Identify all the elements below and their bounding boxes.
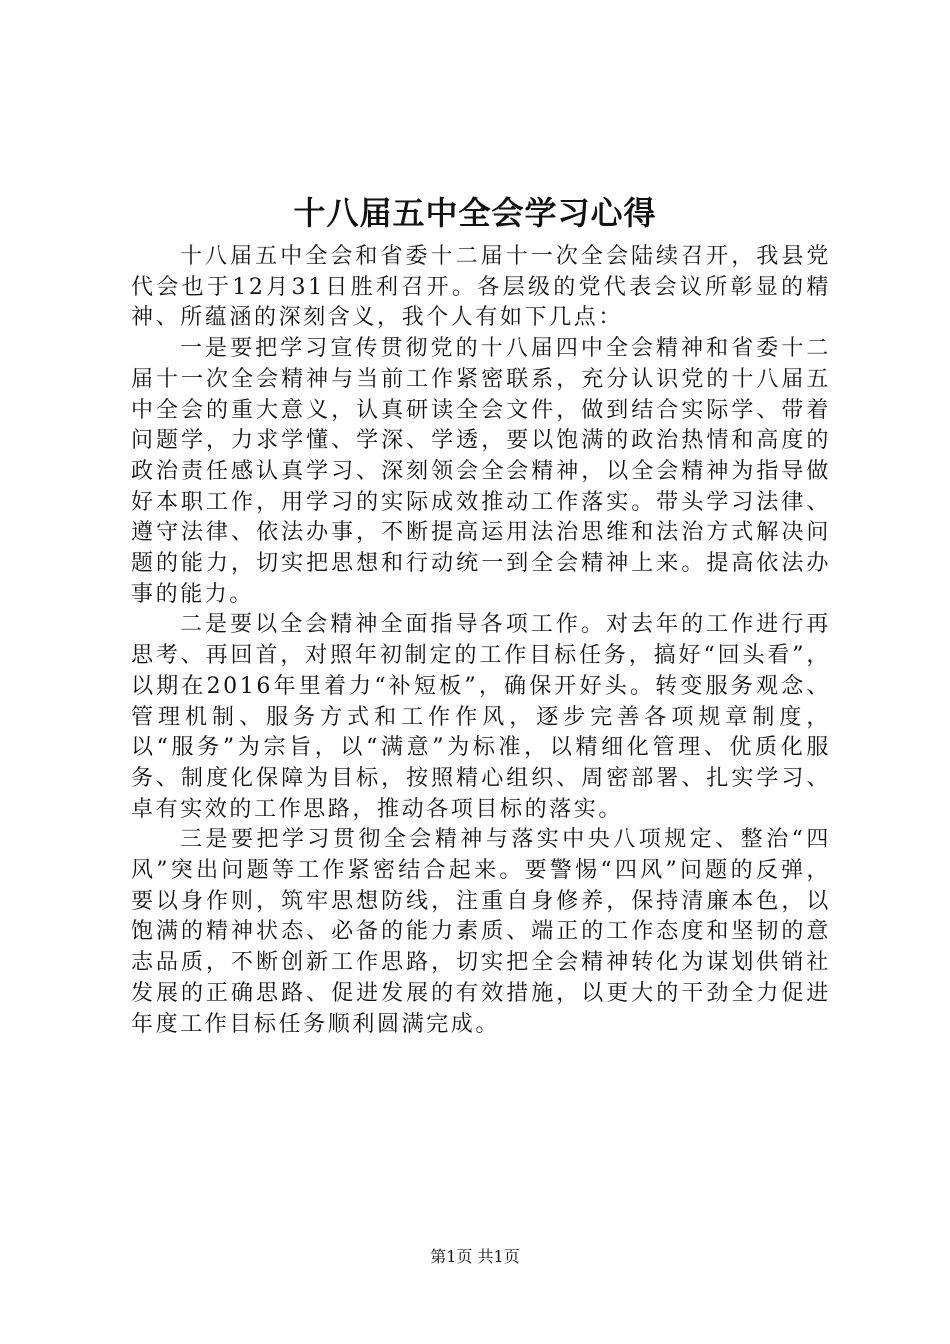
document-title: 十八届五中全会学习心得 — [293, 194, 657, 232]
paragraph-intro: 十八届五中全会和省委十二届十一次全会陆续召开，我县党代会也于12月31日胜利召开。各层级的党代表会议所彰显的精神、所蕴涵的深刻含义，我个人有如下几点： — [131, 244, 831, 331]
paragraph-point-three: 三是要把学习贯彻全会精神与落实中央八项规定、整治“四风”突出问题等工作紧密结合起来。要警惕“四风”问题的反弹，要以身作则，筑牢思想防线，注重自身修养，保持清廉本色，以饱满的精神状态、必备的能力素质、端正的工作态度和坚韧的意志品质，不断创新工作思路，切实把全会精神转化为谋划供销社发展的正确思路、促进发展的有效措施，以更大的干劲全力促进年度工作目标任务顺利圆满完成。 — [131, 827, 831, 1037]
paragraph-point-two: 二是要以全会精神全面指导各项工作。对去年的工作进行再思考、再回首，对照年初制定的工作目标任务，搞好“回头看”，以期在2016年里着力“补短板”，确保开好头。转变服务观念、管理机制、服务方式和工作作风，逐步完善各项规章制度，以“服务”为宗旨，以“满意”为标准，以精细化管理、优质化服务、制度化保障为目标，按照精心组织、周密部署、扎实学习、卓有实效的工作思路，推动各项目标的落实。 — [131, 612, 831, 822]
paragraph-point-one: 一是要把学习宣传贯彻党的十八届四中全会精神和省委十二届十一次全会精神与当前工作紧密联系，充分认识党的十八届五中全会的重大意义，认真研读全会文件，做到结合实际学、带着问题学，力求学懂、学深、学透，要以饱满的政治热情和高度的政治责任感认真学习、深刻领会全会精神，以全会精神为指导做好本职工作，用学习的实际成效推动工作落实。带头学习法律、遵守法律、依法办事，不断提高运用法治思维和法治方式解决问题的能力，切实把思想和行动统一到全会精神上来。提高依法办事的能力。 — [131, 336, 831, 607]
document-body — [131, 242, 831, 1040]
page-footer: 第1页 共1页 — [430, 1247, 520, 1266]
